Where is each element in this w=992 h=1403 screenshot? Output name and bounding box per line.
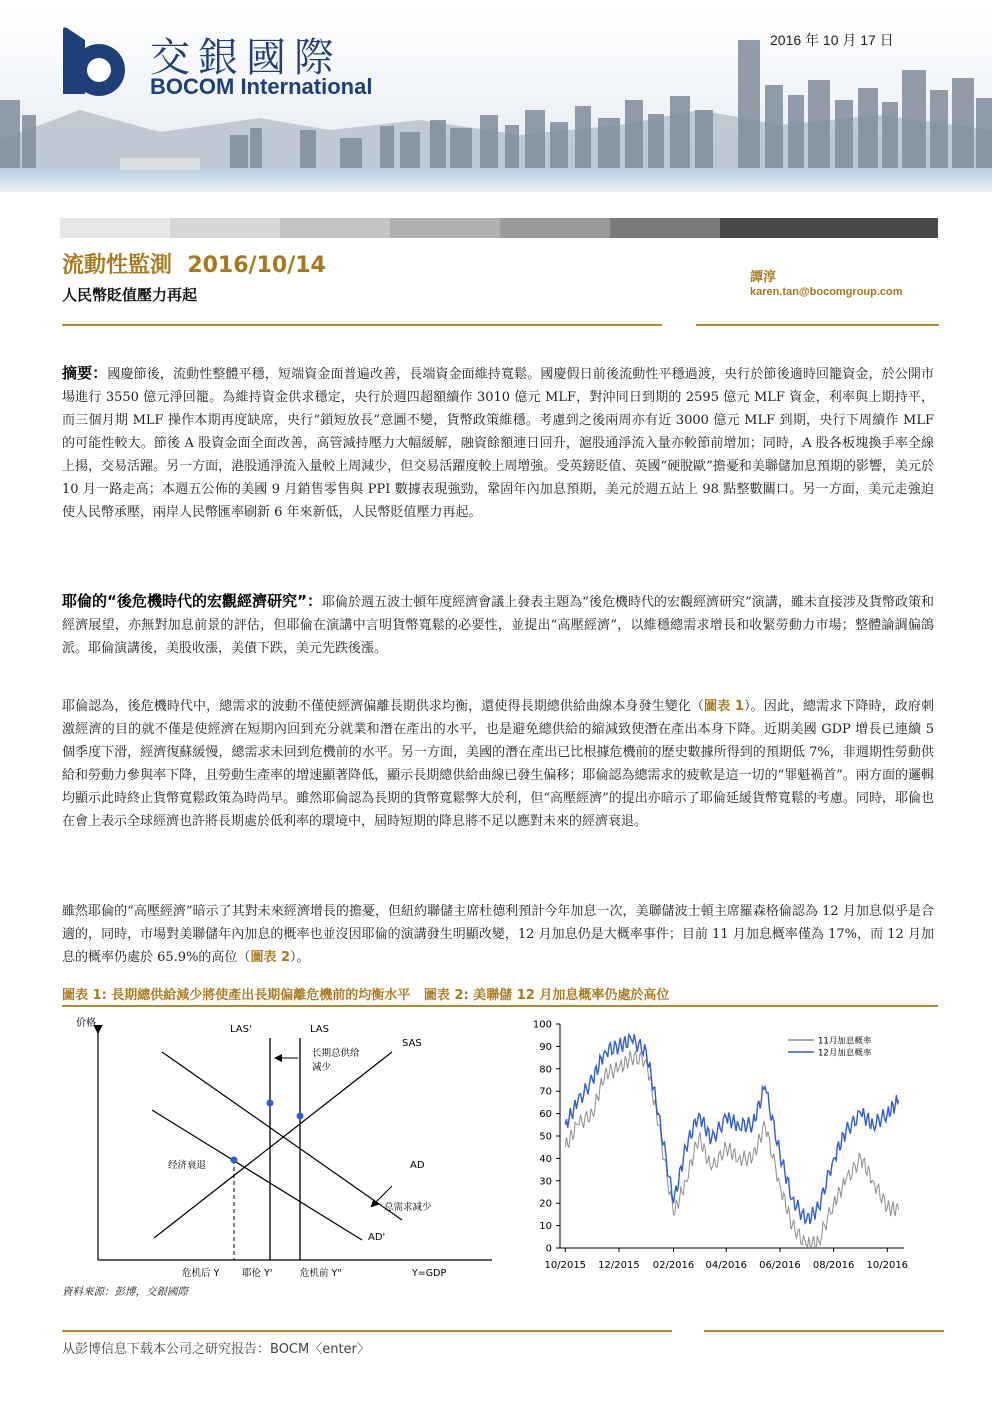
figure-source: 資料來源：彭博，交銀國際 <box>62 1286 188 1298</box>
las-label: LAS <box>310 1024 329 1035</box>
y-tick-label: 100 <box>532 1019 552 1031</box>
ad-label: AD <box>410 1160 425 1171</box>
figure-captions <box>62 984 669 1003</box>
x-tick-label: 04/2016 <box>705 1260 748 1271</box>
figure1-reference[interactable]: 圖表 1 <box>704 699 744 714</box>
header-bar-segment <box>390 218 500 238</box>
rate-text-a: 雖然耶倫的“高壓經濟”暗示了其對未來經濟增長的擔憂，但紐約聯儲主席杜德利預計今年加息一次，美聯儲波士頓主席羅森格倫認為 12 月加息似乎是合適的，同時，市場對美聯儲年內加息的概率也並沒因耶倫的演講發生明顯改變，12 月加息仍是大概率事件；目前 11 月加息概率僅為 17%，而 12 月加息的概率仍處於 65.9%的高位（ <box>62 904 934 965</box>
y-tick-label: 60 <box>539 1109 552 1121</box>
y-tick-label: 40 <box>539 1153 552 1165</box>
rate-text-b: ）。 <box>290 950 310 965</box>
footer-divider <box>62 1330 672 1332</box>
yellen-point <box>267 1100 274 1107</box>
shift-note-2: 减少 <box>312 1062 332 1073</box>
summary-text: 國慶節後，流動性整體平穩，短端資金面普遍改善，長端資金面維持寬鬆。國慶假日前後流動性平穩過渡，央行於節後適時回籠資金，於公開市場進行 3550 億元淨回籠。為維持資金供求穩定，央行於週四超額續作 3010 億元 MLF，對沖同日到期的 2595 億元 MLF 資金，利率與上期持平，而三個月期 MLF 操作本期再度缺席，央行“鎖短放長”意圖不變，貨幣政策維穩。考慮到之後兩周亦有近 3000 億元 MLF 到期，央行下周續作 MLF 的可能性較大。節後 A 股資金面全面改善，高管減持壓力大幅緩解，融資餘額連日回升，滬股通淨流入量亦較節前增加；同時，A 股各板塊換手率全線上揚，交易活躍。另一方面，港股通淨流入量較上周減少，但交易活躍度較上周增強。受英鎊貶值、英國“硬脫歐”擔憂和美聯儲加息預期的影響，美元於 10 月一路走高；本週五公佈的美國 9 月銷售零售與 PPI 數據表現強勁，鞏固年內加息預期，美元於週五站上 98 點整數關口。另一方面，美元走強迫使人民幣承壓，兩岸人民幣匯率刷新 6 年來新低，人民幣貶值壓力再起。 <box>62 367 934 520</box>
legend-label-2: 12月加息概率 <box>818 1048 872 1059</box>
demand-note: 总需求减少 <box>384 1202 432 1213</box>
title-divider <box>696 324 939 326</box>
analysis-text-b: ）。因此，總需求下降時，政府刺激經濟的目的就不僅是使經濟在短期內回到充分就業和潛在產出的水平，也是避免總供給的縮減致使潛在產出本身下降。近期美國 GDP 增長已連續 5 個季度下滑，經濟復蘇緩慢，總需求未回到危機前的水平。另一方面，美國的潛在產出已比根據危機前的歷史數據所得到的預期低 7%，非週期性勞動供給和勞動力參與率下降，且勞動生產率的增速顯著降低，顯示長期總供給曲線已發生偏移；耶倫認為總需求的疲軟是這一切的“罪魁禍首”。兩方面的邏輯均顯示此時終止貨幣寬鬆政策為時尚早。雖然耶倫認為長期的貨幣寬鬆弊大於利，但“高壓經濟”的提出亦暗示了耶倫延緩貨幣寬鬆的考慮。同時，耶倫也在會上表示全球經濟也許將長期處於低利率的環境中，屆時短期的降息將不足以應對未來的經濟衰退。 <box>62 699 934 829</box>
x-tick-label: 10/2016 <box>866 1260 909 1271</box>
shift-note-1: 长期总供给 <box>312 1048 360 1059</box>
y-tick-label: 90 <box>539 1041 552 1053</box>
report-subtitle: 人民幣貶值壓力再起 <box>62 286 198 304</box>
logo-chinese-text: 交銀國際 <box>150 35 342 81</box>
pre-crisis-point <box>297 1113 304 1120</box>
report-date: 2016 年 10 月 17 日 <box>770 32 894 48</box>
x-tick-label: 02/2016 <box>652 1260 695 1271</box>
header-banner <box>0 0 992 192</box>
footer-text: 从彭博信息下载本公司之研究报告：BOCM〈enter〉 <box>62 1342 370 1357</box>
y-tick-label: 80 <box>539 1064 552 1076</box>
diagram-xlabel: Y=GDP <box>412 1268 447 1279</box>
title-divider <box>62 324 662 326</box>
author-name: 譚淳 <box>750 270 777 285</box>
figure2-reference[interactable]: 圖表 2 <box>250 950 291 965</box>
summary-lead: 摘要： <box>62 364 108 382</box>
analysis-paragraph <box>62 695 934 833</box>
x-tick-label: 10/2015 <box>544 1260 587 1271</box>
header-bar-segment <box>280 218 390 238</box>
sas-curve <box>154 1052 392 1238</box>
recession-label: 经济衰退 <box>168 1160 207 1171</box>
yellen-lead: 耶倫的“後危機時代的宏觀經濟研究”： <box>62 592 322 610</box>
x-pre-crisis-label: 危机前 Y" <box>300 1268 342 1279</box>
x-post-crisis-label: 危机后 Y <box>182 1268 220 1279</box>
series-line-2 <box>565 1034 898 1224</box>
series-line-1 <box>565 1051 898 1248</box>
y-tick-label: 50 <box>539 1131 552 1143</box>
ad-prime-label: AD' <box>368 1232 386 1243</box>
header-bar-segment <box>60 218 170 238</box>
rate-hike-probability-chart <box>520 1012 938 1280</box>
diagram-ylabel: 价格 <box>76 1018 96 1029</box>
figure2-caption: 圖表 2: 美聯儲 12 月加息概率仍處於高位 <box>423 988 670 1003</box>
header-bar-segment <box>500 218 610 238</box>
header-bar-segment <box>720 218 938 238</box>
sas-label: SAS <box>402 1038 422 1049</box>
recession-point <box>231 1157 238 1164</box>
y-tick-label: 70 <box>539 1086 552 1098</box>
logo-english-text: BOCOM International <box>150 74 373 99</box>
header-bar-segment <box>170 218 280 238</box>
ad-prime-curve <box>152 1110 362 1240</box>
ad-curve <box>162 1052 402 1220</box>
y-tick-label: 10 <box>539 1221 552 1233</box>
as-ad-diagram <box>62 1010 502 1280</box>
x-tick-label: 06/2016 <box>759 1260 801 1271</box>
legend-label-1: 11月加息概率 <box>818 1036 872 1047</box>
yellen-text: 耶倫於週五波士頓年度經濟會議上發表主題為“後危機時代的宏觀經濟研究”演講，雖未直接涉及貨幣政策和經濟展望，亦無對加息前景的評估，但耶倫在演講中言明貨幣寬鬆的必要性，並提出“高壓經濟”，以維穩總需求增長和收緊勞動力市場；整體論調偏鴿派。耶倫演講後，美股收漲，美債下跌，美元先跌後漲。 <box>62 595 935 656</box>
y-tick-label: 0 <box>545 1243 552 1255</box>
y-tick-label: 30 <box>539 1176 552 1188</box>
x-tick-label: 08/2016 <box>812 1260 855 1271</box>
header-bar-segment <box>610 218 720 238</box>
footer-divider <box>704 1330 944 1332</box>
bocom-logo-icon <box>55 22 145 102</box>
x-yellen-label: 耶伦 Y' <box>242 1268 273 1279</box>
author-email[interactable]: karen.tan@bocomgroup.com <box>750 286 903 298</box>
summary-paragraph <box>62 362 934 524</box>
caption-underline <box>62 1005 938 1007</box>
rate-hike-paragraph <box>62 900 934 969</box>
report-title: 流動性監測 2016/10/14 <box>62 253 326 278</box>
yellen-paragraph <box>62 590 934 660</box>
y-tick-label: 20 <box>539 1198 552 1210</box>
figure1-caption: 圖表 1: 長期總供給減少將使產出長期偏離危機前的均衡水平 <box>62 988 411 1003</box>
analysis-text-a: 耶倫認為，後危機時代中，總需求的波動不僅使經濟偏離長期供求均衡，還使得長期總供給曲線本身發生變化（ <box>62 699 705 714</box>
city-skyline-image <box>0 40 992 192</box>
las-prime-label: LAS' <box>230 1024 252 1035</box>
x-tick-label: 12/2015 <box>598 1260 640 1271</box>
